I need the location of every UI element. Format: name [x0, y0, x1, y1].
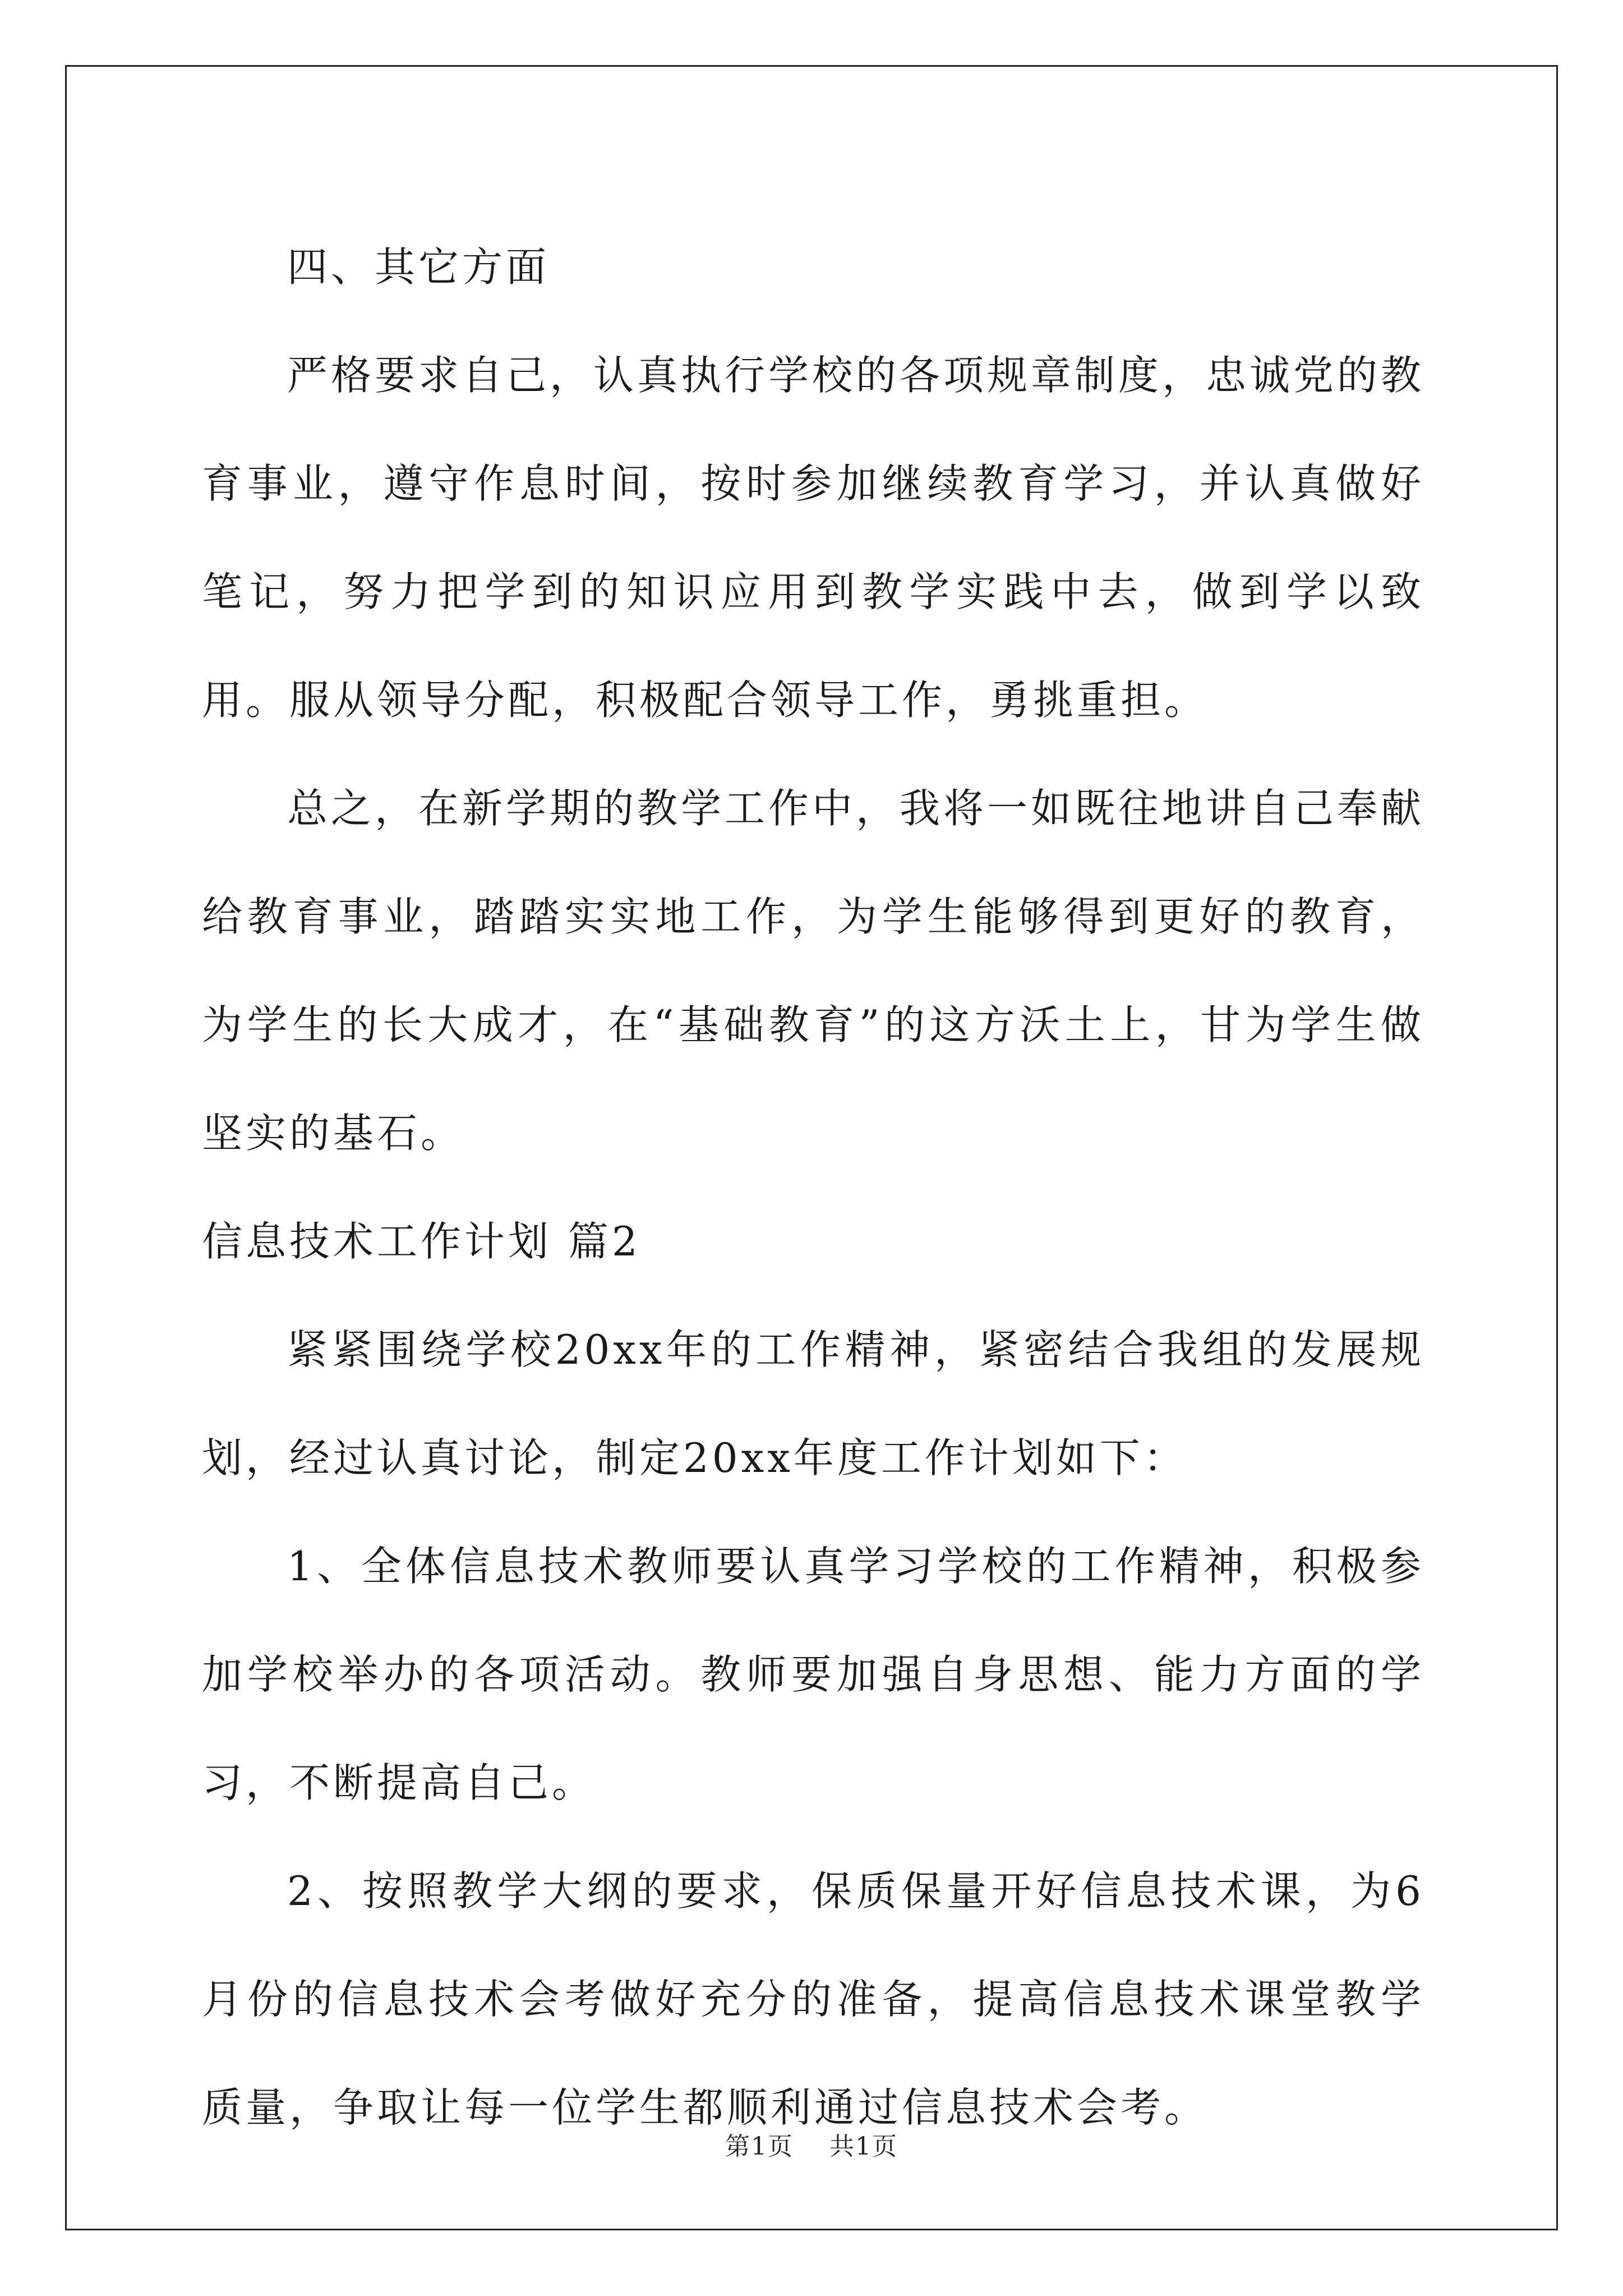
paragraph: 严格要求自己，认真执行学校的各项规章制度，忠诚党的教育事业，遵守作息时间，按时参加继续教育学习，并认真做好笔记，努力把学到的知识应用到教学实践中去，做到学以致用。服从领导分配，积极配合领导工作，勇挑重担。	[202, 352, 1425, 724]
page-footer	[0, 2126, 1623, 2162]
paragraph: 总之，在新学期的教学工作中，我将一如既往地讲自己奉献给教育事业，踏踏实实地工作，为学生能够得到更好的教育，为学生的长大成才，在“基础教育”的这方沃土上，甘为学生做坚实的基石。	[202, 785, 1425, 1157]
paragraph: 2、按照教学大纲的要求，保质保量开好信息技术课，为6月份的信息技术会考做好充分的准备，提高信息技术课堂教学质量，争取让每一位学生都顺利通过信息技术会考。	[202, 1867, 1424, 2131]
page-total: 共1页	[829, 2132, 898, 2161]
paragraph: 1、全体信息技术教师要认真学习学校的工作精神，积极参加学校举办的各项活动。教师要加强自身思想、能力方面的学习，不断提高自己。	[202, 1543, 1424, 1806]
paragraph: 紧紧围绕学校20xx年的工作精神，紧密结合我组的发展规划，经过认真讨论，制定20xx年度工作计划如下：	[202, 1326, 1424, 1481]
section-heading: 四、其它方面	[287, 243, 550, 291]
page-number: 第1页	[725, 2132, 794, 2161]
document-body	[202, 213, 1424, 2162]
article-title: 信息技术工作计划 篇2	[202, 1218, 641, 1265]
